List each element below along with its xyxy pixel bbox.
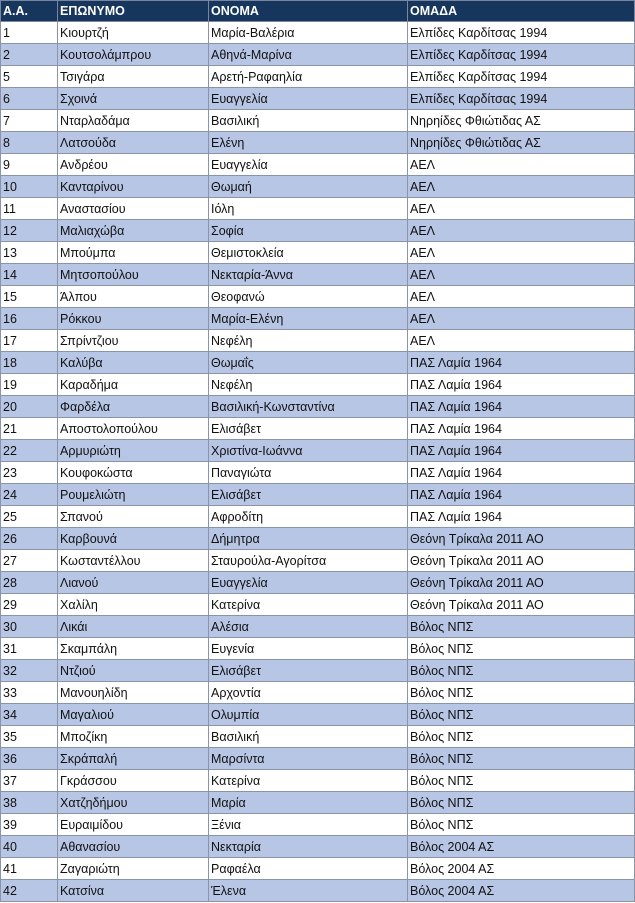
cell-surname: Χαλίλη	[58, 594, 209, 616]
cell-team: ΠΑΣ Λαμία 1964	[408, 506, 635, 528]
cell-index: 23	[1, 462, 58, 484]
cell-surname: Ευραιμίδου	[58, 814, 209, 836]
cell-index: 34	[1, 704, 58, 726]
cell-surname: Μαλιαχώβα	[58, 220, 209, 242]
cell-team: ΑΕΛ	[408, 330, 635, 352]
cell-index: 22	[1, 440, 58, 462]
cell-team: Βόλος ΝΠΣ	[408, 792, 635, 814]
cell-name: Ελισάβετ	[209, 660, 408, 682]
cell-index: 31	[1, 638, 58, 660]
cell-index: 1	[1, 22, 58, 44]
cell-index: 2	[1, 44, 58, 66]
cell-name: Αθηνά-Μαρίνα	[209, 44, 408, 66]
cell-index: 14	[1, 264, 58, 286]
cell-team: ΑΕΛ	[408, 264, 635, 286]
cell-team: Θεόνη Τρίκαλα 2011 ΑΟ	[408, 528, 635, 550]
cell-team: ΠΑΣ Λαμία 1964	[408, 352, 635, 374]
cell-surname: Ρόκκου	[58, 308, 209, 330]
cell-team: ΠΑΣ Λαμία 1964	[408, 462, 635, 484]
table-row	[1, 880, 635, 902]
cell-team: ΑΕΛ	[408, 242, 635, 264]
cell-surname: Λιανού	[58, 572, 209, 594]
cell-team: Βόλος ΝΠΣ	[408, 660, 635, 682]
cell-team: Νηρηίδες Φθιώτιδας ΑΣ	[408, 132, 635, 154]
cell-name: Ελισάβετ	[209, 418, 408, 440]
table-row	[1, 176, 635, 198]
cell-index: 17	[1, 330, 58, 352]
cell-name: Μαρία-Ελένη	[209, 308, 408, 330]
cell-name: Ελένη	[209, 132, 408, 154]
table-row	[1, 748, 635, 770]
cell-name: Ευαγγελία	[209, 154, 408, 176]
cell-index: 5	[1, 66, 58, 88]
cell-surname: Καρβουνά	[58, 528, 209, 550]
cell-surname: Ρουμελιώτη	[58, 484, 209, 506]
cell-name: Θεοφανώ	[209, 286, 408, 308]
cell-surname: Ζαγαριώτη	[58, 858, 209, 880]
cell-index: 39	[1, 814, 58, 836]
table-row	[1, 770, 635, 792]
table-row	[1, 594, 635, 616]
cell-team: ΠΑΣ Λαμία 1964	[408, 484, 635, 506]
cell-index: 29	[1, 594, 58, 616]
table-row	[1, 418, 635, 440]
cell-index: 38	[1, 792, 58, 814]
cell-index: 7	[1, 110, 58, 132]
cell-index: 42	[1, 880, 58, 902]
cell-team: Βόλος 2004 ΑΣ	[408, 858, 635, 880]
cell-index: 10	[1, 176, 58, 198]
cell-team: Ελπίδες Καρδίτσας 1994	[408, 66, 635, 88]
cell-name: Μαρία-Βαλέρια	[209, 22, 408, 44]
cell-name: Ιόλη	[209, 198, 408, 220]
table-row	[1, 22, 635, 44]
cell-index: 19	[1, 374, 58, 396]
header-index: Α.Α.	[1, 1, 58, 22]
cell-index: 30	[1, 616, 58, 638]
table-row	[1, 484, 635, 506]
cell-name: Σταυρούλα-Αγορίτσα	[209, 550, 408, 572]
table-row	[1, 110, 635, 132]
table-row	[1, 726, 635, 748]
cell-surname: Ανδρέου	[58, 154, 209, 176]
table-row	[1, 550, 635, 572]
cell-surname: Καραδήμα	[58, 374, 209, 396]
cell-team: Ελπίδες Καρδίτσας 1994	[408, 22, 635, 44]
cell-surname: Αθανασίου	[58, 836, 209, 858]
cell-name: Σοφία	[209, 220, 408, 242]
table-row	[1, 704, 635, 726]
cell-surname: Μποζίκη	[58, 726, 209, 748]
cell-name: Νεφέλη	[209, 330, 408, 352]
cell-index: 26	[1, 528, 58, 550]
cell-index: 8	[1, 132, 58, 154]
cell-team: Θεόνη Τρίκαλα 2011 ΑΟ	[408, 572, 635, 594]
table-row	[1, 572, 635, 594]
cell-index: 35	[1, 726, 58, 748]
cell-team: Ελπίδες Καρδίτσας 1994	[408, 44, 635, 66]
cell-team: ΠΑΣ Λαμία 1964	[408, 440, 635, 462]
cell-surname: Γκράσσου	[58, 770, 209, 792]
cell-index: 25	[1, 506, 58, 528]
cell-index: 9	[1, 154, 58, 176]
cell-name: Βασιλική-Κωνσταντίνα	[209, 396, 408, 418]
table-row	[1, 264, 635, 286]
cell-surname: Αναστασίου	[58, 198, 209, 220]
cell-team: Βόλος 2004 ΑΣ	[408, 880, 635, 902]
cell-index: 21	[1, 418, 58, 440]
cell-team: ΑΕΛ	[408, 308, 635, 330]
cell-index: 28	[1, 572, 58, 594]
cell-index: 13	[1, 242, 58, 264]
table-row	[1, 44, 635, 66]
table-row	[1, 242, 635, 264]
cell-surname: Κωσταντέλλου	[58, 550, 209, 572]
table-row	[1, 616, 635, 638]
cell-team: ΑΕΛ	[408, 286, 635, 308]
cell-index: 36	[1, 748, 58, 770]
cell-index: 24	[1, 484, 58, 506]
cell-team: Νηρηίδες Φθιώτιδας ΑΣ	[408, 110, 635, 132]
cell-name: Μαρσίντα	[209, 748, 408, 770]
cell-surname: Λατσούδα	[58, 132, 209, 154]
cell-team: Βόλος ΝΠΣ	[408, 770, 635, 792]
table-row	[1, 88, 635, 110]
cell-surname: Μητσοπούλου	[58, 264, 209, 286]
cell-name: Ολυμπία	[209, 704, 408, 726]
table-row	[1, 682, 635, 704]
header-row	[1, 1, 635, 22]
table-row	[1, 352, 635, 374]
cell-name: Ευγενία	[209, 638, 408, 660]
cell-name: Αφροδίτη	[209, 506, 408, 528]
cell-name: Θωμαΐς	[209, 352, 408, 374]
cell-name: Μαρία	[209, 792, 408, 814]
cell-surname: Σπρίντζιου	[58, 330, 209, 352]
table-row	[1, 638, 635, 660]
table-row	[1, 660, 635, 682]
cell-team: Βόλος ΝΠΣ	[408, 616, 635, 638]
table-header	[1, 1, 635, 22]
cell-surname: Νταρλαδάμα	[58, 110, 209, 132]
table-row	[1, 814, 635, 836]
cell-name: Ξένια	[209, 814, 408, 836]
table-row	[1, 396, 635, 418]
cell-surname: Σκράπαλή	[58, 748, 209, 770]
cell-name: Ευαγγελία	[209, 572, 408, 594]
cell-index: 6	[1, 88, 58, 110]
cell-surname: Σχοινά	[58, 88, 209, 110]
cell-name: Βασιλική	[209, 726, 408, 748]
cell-name: Ευαγγελία	[209, 88, 408, 110]
table-row	[1, 330, 635, 352]
cell-index: 12	[1, 220, 58, 242]
table-row	[1, 374, 635, 396]
cell-surname: Σκαμπάλη	[58, 638, 209, 660]
cell-name: Νεκταρία	[209, 836, 408, 858]
cell-name: Αλέσια	[209, 616, 408, 638]
cell-index: 33	[1, 682, 58, 704]
table-row	[1, 308, 635, 330]
cell-index: 27	[1, 550, 58, 572]
cell-team: Βόλος ΝΠΣ	[408, 638, 635, 660]
cell-surname: Κουτσολάμπρου	[58, 44, 209, 66]
table-row	[1, 220, 635, 242]
cell-name: Κατερίνα	[209, 770, 408, 792]
cell-team: ΑΕΛ	[408, 176, 635, 198]
cell-name: Κατερίνα	[209, 594, 408, 616]
table-row	[1, 132, 635, 154]
cell-surname: Χατζηδήμου	[58, 792, 209, 814]
cell-index: 41	[1, 858, 58, 880]
cell-surname: Καλύβα	[58, 352, 209, 374]
table-row	[1, 792, 635, 814]
cell-surname: Μπούμπα	[58, 242, 209, 264]
table-row	[1, 440, 635, 462]
cell-team: Βόλος ΝΠΣ	[408, 748, 635, 770]
cell-name: Βασιλική	[209, 110, 408, 132]
cell-team: Βόλος ΝΠΣ	[408, 682, 635, 704]
cell-surname: Κανταρίνου	[58, 176, 209, 198]
cell-index: 11	[1, 198, 58, 220]
cell-team: ΑΕΛ	[408, 154, 635, 176]
cell-surname: Σπανού	[58, 506, 209, 528]
cell-team: Θεόνη Τρίκαλα 2011 ΑΟ	[408, 594, 635, 616]
cell-surname: Τσιγάρα	[58, 66, 209, 88]
cell-index: 18	[1, 352, 58, 374]
table-row	[1, 462, 635, 484]
cell-team: ΑΕΛ	[408, 198, 635, 220]
cell-team: Βόλος 2004 ΑΣ	[408, 836, 635, 858]
cell-name: Ραφαέλα	[209, 858, 408, 880]
cell-surname: Κατσίνα	[58, 880, 209, 902]
cell-index: 16	[1, 308, 58, 330]
cell-surname: Αποστολοπούλου	[58, 418, 209, 440]
table-row	[1, 858, 635, 880]
cell-team: Βόλος ΝΠΣ	[408, 814, 635, 836]
cell-name: Νεκταρία-Άννα	[209, 264, 408, 286]
cell-team: Θεόνη Τρίκαλα 2011 ΑΟ	[408, 550, 635, 572]
cell-team: ΠΑΣ Λαμία 1964	[408, 374, 635, 396]
cell-surname: Φαρδέλα	[58, 396, 209, 418]
cell-surname: Ντζιού	[58, 660, 209, 682]
cell-index: 15	[1, 286, 58, 308]
cell-index: 32	[1, 660, 58, 682]
header-name: ΟΝΟΜΑ	[209, 1, 408, 22]
table-row	[1, 286, 635, 308]
cell-team: Ελπίδες Καρδίτσας 1994	[408, 88, 635, 110]
cell-name: Δήμητρα	[209, 528, 408, 550]
cell-index: 37	[1, 770, 58, 792]
cell-surname: Μαγαλιού	[58, 704, 209, 726]
cell-team: Βόλος ΝΠΣ	[408, 726, 635, 748]
table-row	[1, 506, 635, 528]
cell-surname: Κουφοκώστα	[58, 462, 209, 484]
cell-name: Χριστίνα-Ιωάννα	[209, 440, 408, 462]
cell-name: Ελισάβετ	[209, 484, 408, 506]
table-row	[1, 154, 635, 176]
table-row	[1, 528, 635, 550]
header-team: ΟΜΑΔΑ	[408, 1, 635, 22]
table-row	[1, 198, 635, 220]
cell-team: ΑΕΛ	[408, 220, 635, 242]
table-row	[1, 66, 635, 88]
header-surname: ΕΠΩΝΥΜΟ	[58, 1, 209, 22]
cell-surname: Άλπου	[58, 286, 209, 308]
cell-surname: Λικάι	[58, 616, 209, 638]
cell-surname: Μανουηλίδη	[58, 682, 209, 704]
cell-name: Έλενα	[209, 880, 408, 902]
cell-name: Νεφέλη	[209, 374, 408, 396]
cell-surname: Κιουρτζή	[58, 22, 209, 44]
cell-team: ΠΑΣ Λαμία 1964	[408, 396, 635, 418]
cell-name: Θεμιστοκλεία	[209, 242, 408, 264]
cell-index: 40	[1, 836, 58, 858]
table-body	[1, 22, 635, 902]
cell-index: 20	[1, 396, 58, 418]
cell-name: Θωμαή	[209, 176, 408, 198]
cell-surname: Αρμυριώτη	[58, 440, 209, 462]
cell-team: Βόλος ΝΠΣ	[408, 704, 635, 726]
cell-team: ΠΑΣ Λαμία 1964	[408, 418, 635, 440]
cell-name: Παναγιώτα	[209, 462, 408, 484]
table-row	[1, 836, 635, 858]
cell-name: Αρετή-Ραφαηλία	[209, 66, 408, 88]
cell-name: Αρχοντία	[209, 682, 408, 704]
